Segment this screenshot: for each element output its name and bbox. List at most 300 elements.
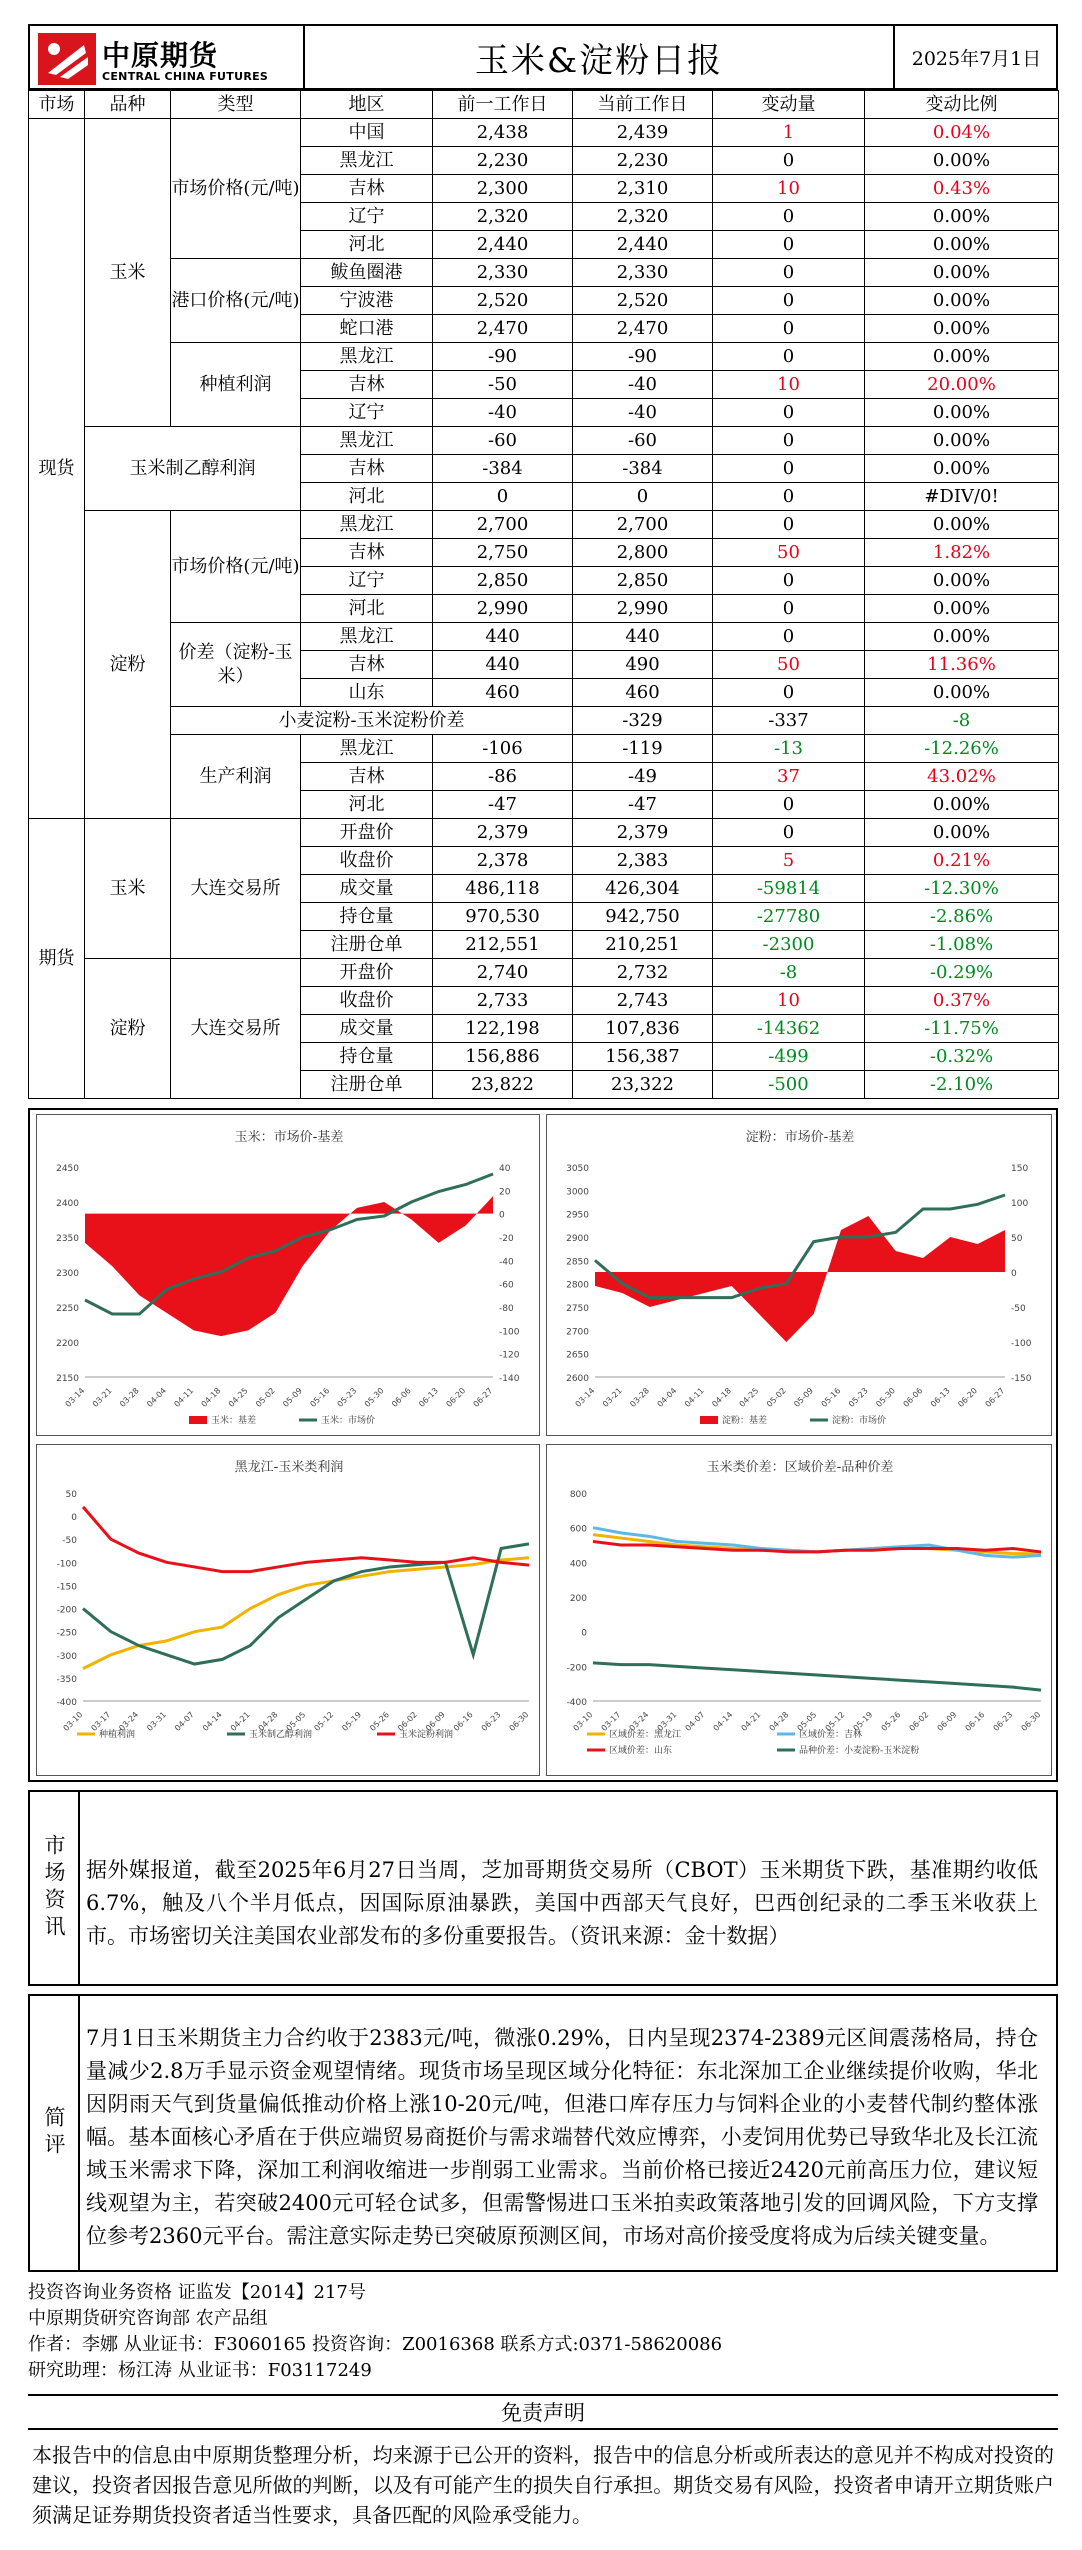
pct-cell: 0.00% bbox=[865, 567, 1059, 595]
pct-cell: 0.00% bbox=[865, 287, 1059, 315]
legend-label: 区域价差：吉林 bbox=[799, 1730, 863, 1740]
region-cell: 收盘价 bbox=[301, 847, 433, 875]
chg-cell: 0 bbox=[713, 483, 865, 511]
prev-cell: 2,850 bbox=[433, 567, 573, 595]
chg-cell: 10 bbox=[713, 371, 865, 399]
x-tick-label: 04-07 bbox=[173, 1710, 196, 1733]
region-cell: 黑龙江 bbox=[301, 511, 433, 539]
curr-cell: 2,732 bbox=[573, 959, 713, 987]
group-cell: 淀粉 bbox=[85, 959, 171, 1099]
y-tick-label: 800 bbox=[569, 1490, 587, 1500]
prev-cell: -106 bbox=[433, 735, 573, 763]
right-tick-label: 50 bbox=[1011, 1234, 1023, 1244]
region-cell: 黑龙江 bbox=[301, 427, 433, 455]
chg-cell: 0 bbox=[713, 343, 865, 371]
pct-cell: -1.08% bbox=[865, 931, 1059, 959]
x-tick-label: 06-16 bbox=[963, 1710, 987, 1733]
pct-cell: 0.00% bbox=[865, 511, 1059, 539]
prev-cell: -329 bbox=[573, 707, 713, 735]
right-tick-label: -80 bbox=[499, 1304, 514, 1314]
region-cell: 黑龙江 bbox=[301, 147, 433, 175]
charts-area bbox=[28, 1108, 1058, 1782]
column-header: 地区 bbox=[301, 91, 433, 119]
x-tick-label: 03-17 bbox=[599, 1710, 623, 1733]
x-tick-label: 06-06 bbox=[390, 1386, 413, 1409]
basis-area bbox=[85, 1196, 493, 1336]
prev-cell: 2,300 bbox=[433, 175, 573, 203]
chg-cell: 50 bbox=[713, 651, 865, 679]
pct-cell: 0.00% bbox=[865, 595, 1059, 623]
logo-chinese-text: 中原期货 bbox=[102, 39, 219, 72]
region-cell: 河北 bbox=[301, 595, 433, 623]
disclaimer-text: 本报告中的信息由中原期货整理分析，均来源于已公开的资料，报告中的信息分析或所表达的意见并不构成对投资的建议，投资者因报告意见所做的判断，以及有可能产生的损失自行承担。期货交易有风险，投资者申请开立期货账户须满足证券期货投资者适当性要求，具备匹配的风险承受能力。 bbox=[32, 2443, 1054, 2527]
curr-cell: 23,322 bbox=[573, 1071, 713, 1099]
right-tick-label: 40 bbox=[499, 1164, 511, 1174]
chg-cell: 0 bbox=[713, 679, 865, 707]
x-tick-label: 04-18 bbox=[199, 1386, 223, 1409]
prev-cell: -50 bbox=[433, 371, 573, 399]
commentary-text: 7月1日玉米期货主力合约收于2383元/吨，微涨0.29%，日内呈现2374-2389元区间震荡格局，持仓量减少2.8万手显示资金观望情绪。现货市场呈现区域分化特征：东北深加工企业继续提价收购，华北因阴雨天气到货量偏低推动价格上涨10-20元/吨，但港口库存压力与饲料企业的小麦替代制约整体涨幅。基本面核心矛盾在于供应端贸易商挺价与需求端替代效应博弈，小麦饲用优势已导致华北及长江流域玉米需求下降，深加工利润收缩进一步削弱工业需求。当前价格已接近2420元前高压力位，建议短线观望为主，若突破2400元可轻仓试多，但需警惕进口玉米拍卖政策落地引发的回调风险，下方支撑位参考2360元平台。需注意实际走势已突破原预测区间，市场对高价接受度将成为后续关键变量。 bbox=[86, 2026, 1038, 2248]
region-cell: 开盘价 bbox=[301, 959, 433, 987]
region-cell: 辽宁 bbox=[301, 567, 433, 595]
y-tick-label: -250 bbox=[56, 1628, 77, 1639]
left-tick-label: 2700 bbox=[566, 1327, 589, 1338]
x-tick-label: 03-17 bbox=[89, 1710, 113, 1733]
chg-cell: -499 bbox=[713, 1043, 865, 1071]
left-tick-label: 2600 bbox=[566, 1374, 589, 1384]
x-tick-label: 04-25 bbox=[737, 1386, 761, 1409]
x-tick-label: 04-25 bbox=[226, 1386, 250, 1409]
prev-cell: -90 bbox=[433, 343, 573, 371]
heilongjiang-profit-chart bbox=[36, 1444, 540, 1776]
region-cell: 辽宁 bbox=[301, 203, 433, 231]
curr-cell: 2,320 bbox=[573, 203, 713, 231]
corn-basis-chart bbox=[36, 1114, 540, 1436]
pct-cell: 0.21% bbox=[865, 847, 1059, 875]
y-tick-label: -400 bbox=[566, 1698, 587, 1708]
chg-cell: -27780 bbox=[713, 903, 865, 931]
prev-cell: -40 bbox=[433, 399, 573, 427]
curr-cell: 2,850 bbox=[573, 567, 713, 595]
y-tick-label: 600 bbox=[569, 1524, 587, 1535]
corn-spread-chart-svg bbox=[547, 1445, 1053, 1777]
column-header: 前一工作日 bbox=[433, 91, 573, 119]
x-tick-label: 05-12 bbox=[312, 1710, 336, 1733]
right-tick-label: -100 bbox=[1011, 1339, 1032, 1349]
pct-cell: -2.10% bbox=[865, 1071, 1059, 1099]
chg-cell: 10 bbox=[713, 987, 865, 1015]
prev-cell: 23,822 bbox=[433, 1071, 573, 1099]
curr-cell: -49 bbox=[573, 763, 713, 791]
chg-cell: 0 bbox=[713, 567, 865, 595]
region-cell: 注册仓单 bbox=[301, 931, 433, 959]
x-tick-label: 03-28 bbox=[628, 1386, 652, 1409]
x-tick-label: 03-10 bbox=[571, 1710, 595, 1733]
curr-cell: -90 bbox=[573, 343, 713, 371]
x-tick-label: 04-21 bbox=[228, 1710, 252, 1733]
legend-label: 玉米制乙醇利润 bbox=[249, 1730, 313, 1740]
prev-cell: 212,551 bbox=[433, 931, 573, 959]
y-tick-label: 50 bbox=[65, 1490, 77, 1500]
chg-cell: -13 bbox=[713, 735, 865, 763]
legend-swatch-basis bbox=[189, 1416, 207, 1424]
x-tick-label: 04-04 bbox=[145, 1386, 169, 1409]
curr-cell: 490 bbox=[573, 651, 713, 679]
region-cell: 宁波港 bbox=[301, 287, 433, 315]
x-tick-label: 06-16 bbox=[451, 1710, 475, 1733]
group-cell: 玉米 bbox=[85, 819, 171, 959]
table-row bbox=[29, 819, 1059, 847]
y-tick-label: -50 bbox=[62, 1536, 77, 1547]
chg-cell: 50 bbox=[713, 539, 865, 567]
left-tick-label: 2450 bbox=[56, 1164, 79, 1174]
curr-cell: 460 bbox=[573, 679, 713, 707]
curr-cell: 2,520 bbox=[573, 287, 713, 315]
x-tick-label: 06-23 bbox=[991, 1710, 1015, 1733]
corn-basis-chart-svg bbox=[37, 1115, 541, 1437]
prev-cell: 2,740 bbox=[433, 959, 573, 987]
x-tick-label: 06-27 bbox=[471, 1386, 495, 1409]
series-line bbox=[83, 1507, 529, 1572]
left-tick-label: 2150 bbox=[56, 1374, 79, 1384]
curr-cell: -40 bbox=[573, 371, 713, 399]
chg-cell: 10 bbox=[713, 175, 865, 203]
region-cell: 收盘价 bbox=[301, 987, 433, 1015]
y-tick-label: -200 bbox=[56, 1605, 77, 1616]
x-tick-label: 06-02 bbox=[396, 1710, 419, 1733]
corn-spread-chart bbox=[546, 1444, 1052, 1776]
left-tick-label: 2850 bbox=[566, 1257, 589, 1268]
x-tick-label: 05-09 bbox=[281, 1386, 305, 1409]
table-row bbox=[29, 959, 1059, 987]
region-cell: 吉林 bbox=[301, 763, 433, 791]
chart-title: 玉米类价差：区域价差-品种价差 bbox=[706, 1460, 894, 1475]
right-tick-label: -60 bbox=[499, 1280, 514, 1291]
market-info-text: 据外媒报道，截至2025年6月27日当周，芝加哥期货交易所（CBOT）玉米期货下跌，基准期约收低6.7%，触及八个半月低点，因国际原油暴跌，美国中西部天气良好，巴西创纪录的二季玉米收获上市。市场密切关注美国农业部发布的多份重要报告。（资讯来源：金十数据） bbox=[86, 1858, 1038, 1948]
left-tick-label: 2650 bbox=[566, 1350, 589, 1361]
x-tick-label: 04-04 bbox=[655, 1386, 679, 1409]
x-tick-label: 06-23 bbox=[479, 1710, 503, 1733]
pct-cell: -0.32% bbox=[865, 1043, 1059, 1071]
pct-cell: -0.29% bbox=[865, 959, 1059, 987]
pct-cell: 43.02% bbox=[865, 763, 1059, 791]
market-info-section bbox=[28, 1790, 1058, 1986]
legend-label: 种植利润 bbox=[99, 1730, 136, 1740]
right-tick-label: -150 bbox=[1011, 1374, 1032, 1384]
region-cell: 中国 bbox=[301, 119, 433, 147]
x-tick-label: 04-28 bbox=[767, 1710, 791, 1733]
curr-cell: 426,304 bbox=[573, 875, 713, 903]
y-tick-label: -150 bbox=[56, 1582, 77, 1593]
prev-cell: 2,700 bbox=[433, 511, 573, 539]
x-tick-label: 05-26 bbox=[879, 1710, 903, 1733]
series-line bbox=[593, 1663, 1041, 1690]
column-header: 变动比例 bbox=[865, 91, 1059, 119]
chg-cell: -59814 bbox=[713, 875, 865, 903]
group-cell: 生产利润 bbox=[171, 735, 301, 819]
pct-cell: 0.00% bbox=[865, 455, 1059, 483]
prev-cell: 2,990 bbox=[433, 595, 573, 623]
report-date: 2025年7月1日 bbox=[911, 47, 1042, 70]
author-line: 作者：李娜 从业证书：F3060165 投资咨询：Z0016368 联系方式:0371-58620086 bbox=[28, 2334, 723, 2355]
chg-cell: 0 bbox=[713, 147, 865, 175]
prev-cell: 2,733 bbox=[433, 987, 573, 1015]
pct-cell: 0.00% bbox=[865, 623, 1059, 651]
y-tick-label: -400 bbox=[56, 1698, 77, 1708]
chart-title: 玉米：市场价-基差 bbox=[234, 1130, 344, 1145]
curr-cell: -119 bbox=[573, 735, 713, 763]
prev-cell: -47 bbox=[433, 791, 573, 819]
curr-cell: 2,379 bbox=[573, 819, 713, 847]
group-cell: 市场价格(元/吨) bbox=[171, 511, 301, 623]
region-cell: 成交量 bbox=[301, 875, 433, 903]
prev-cell: 970,530 bbox=[433, 903, 573, 931]
curr-cell: 2,439 bbox=[573, 119, 713, 147]
region-cell: 成交量 bbox=[301, 1015, 433, 1043]
table-row bbox=[29, 735, 1059, 763]
pct-cell: 0.00% bbox=[865, 399, 1059, 427]
x-tick-label: 05-12 bbox=[823, 1710, 847, 1733]
group-cell: 价差（淀粉-玉米） bbox=[171, 623, 301, 707]
group-cell: 现货 bbox=[29, 119, 85, 819]
left-tick-label: 3050 bbox=[566, 1164, 589, 1174]
x-tick-label: 03-14 bbox=[573, 1386, 597, 1409]
column-header: 市场 bbox=[29, 91, 85, 119]
chg-cell: -8 bbox=[713, 959, 865, 987]
left-tick-label: 2950 bbox=[566, 1210, 589, 1221]
left-tick-label: 2350 bbox=[56, 1234, 79, 1244]
pct-cell: 0.00% bbox=[865, 231, 1059, 259]
prev-cell: 2,378 bbox=[433, 847, 573, 875]
assistant-line: 研究助理：杨江涛 从业证书：F03117249 bbox=[28, 2360, 372, 2381]
region-cell: 吉林 bbox=[301, 651, 433, 679]
prev-cell: 440 bbox=[433, 623, 573, 651]
curr-cell: -40 bbox=[573, 399, 713, 427]
x-tick-label: 05-30 bbox=[362, 1386, 386, 1409]
starch-basis-chart-svg bbox=[547, 1115, 1053, 1437]
y-tick-label: -300 bbox=[56, 1651, 77, 1662]
pct-cell: 0.37% bbox=[865, 987, 1059, 1015]
column-header: 品种 bbox=[85, 91, 171, 119]
chg-cell: 5 bbox=[713, 847, 865, 875]
legend-label-price: 玉米：市场价 bbox=[321, 1416, 376, 1426]
x-tick-label: 04-11 bbox=[172, 1386, 196, 1409]
department-line: 中原期货研究咨询部 农产品组 bbox=[28, 2308, 268, 2329]
chg-cell: 0 bbox=[713, 287, 865, 315]
x-tick-label: 04-14 bbox=[711, 1710, 735, 1733]
group-cell: 市场价格(元/吨) bbox=[171, 119, 301, 259]
x-tick-label: 03-10 bbox=[61, 1710, 85, 1733]
table-header-row bbox=[29, 91, 1059, 119]
prev-cell: 2,330 bbox=[433, 259, 573, 287]
x-tick-label: 06-09 bbox=[423, 1710, 447, 1733]
y-tick-label: -100 bbox=[56, 1559, 77, 1570]
curr-cell: 107,836 bbox=[573, 1015, 713, 1043]
heilongjiang-profit-chart-svg bbox=[37, 1445, 541, 1777]
prev-cell: 2,438 bbox=[433, 119, 573, 147]
pct-cell: -2.86% bbox=[865, 903, 1059, 931]
legend-label: 玉米淀粉利润 bbox=[399, 1730, 454, 1740]
legend-label-price: 淀粉：市场价 bbox=[832, 1416, 887, 1426]
x-tick-label: 04-28 bbox=[256, 1710, 280, 1733]
chg-cell: -14362 bbox=[713, 1015, 865, 1043]
prev-cell: 2,440 bbox=[433, 231, 573, 259]
column-header: 当前工作日 bbox=[573, 91, 713, 119]
table-row bbox=[29, 259, 1059, 287]
prev-cell: 2,750 bbox=[433, 539, 573, 567]
x-tick-label: 05-02 bbox=[254, 1386, 277, 1409]
table-body bbox=[29, 119, 1059, 1099]
region-cell: 吉林 bbox=[301, 539, 433, 567]
column-header: 变动量 bbox=[713, 91, 865, 119]
chg-cell: 0 bbox=[713, 427, 865, 455]
x-tick-label: 05-19 bbox=[851, 1710, 875, 1733]
legend-label: 区域价差：黑龙江 bbox=[609, 1730, 682, 1740]
pct-cell: 0.04% bbox=[865, 119, 1059, 147]
right-tick-label: -40 bbox=[499, 1257, 514, 1268]
y-tick-label: -350 bbox=[56, 1674, 77, 1685]
legend-label-basis: 玉米：基差 bbox=[211, 1416, 257, 1426]
prev-cell: 0 bbox=[433, 483, 573, 511]
chg-cell: 0 bbox=[713, 511, 865, 539]
left-tick-label: 2250 bbox=[56, 1304, 79, 1314]
x-tick-label: 05-16 bbox=[819, 1386, 843, 1409]
x-tick-label: 03-31 bbox=[145, 1710, 169, 1733]
pct-cell: 0.43% bbox=[865, 175, 1059, 203]
region-cell: 吉林 bbox=[301, 175, 433, 203]
x-tick-label: 05-16 bbox=[308, 1386, 332, 1409]
logo-english-text: CENTRAL CHINA FUTURES bbox=[102, 70, 269, 83]
x-tick-label: 06-13 bbox=[417, 1386, 441, 1409]
region-cell: 黑龙江 bbox=[301, 735, 433, 763]
group-cell: 大连交易所 bbox=[171, 959, 301, 1099]
chg-cell: 0 bbox=[713, 595, 865, 623]
right-tick-label: 0 bbox=[499, 1210, 505, 1221]
group-cell: 种植利润 bbox=[171, 343, 301, 427]
x-tick-label: 05-19 bbox=[340, 1710, 364, 1733]
chg-cell: 1 bbox=[713, 119, 865, 147]
left-tick-label: 2800 bbox=[566, 1280, 589, 1291]
x-tick-label: 06-09 bbox=[935, 1710, 959, 1733]
x-tick-label: 03-21 bbox=[600, 1386, 624, 1409]
x-tick-label: 03-31 bbox=[655, 1710, 679, 1733]
x-tick-label: 04-21 bbox=[739, 1710, 763, 1733]
prev-cell: 122,198 bbox=[433, 1015, 573, 1043]
curr-cell: 2,310 bbox=[573, 175, 713, 203]
prev-cell: 156,886 bbox=[433, 1043, 573, 1071]
logo-area bbox=[30, 26, 305, 88]
x-tick-label: 05-09 bbox=[792, 1386, 816, 1409]
pct-cell: 0.00% bbox=[865, 259, 1059, 287]
company-logo-icon bbox=[38, 33, 96, 85]
group-cell: 玉米 bbox=[85, 119, 171, 427]
curr-cell: 2,330 bbox=[573, 259, 713, 287]
chg-cell: -8 bbox=[865, 707, 1059, 735]
right-tick-label: -100 bbox=[499, 1327, 520, 1338]
chg-cell: -2300 bbox=[713, 931, 865, 959]
left-tick-label: 2300 bbox=[56, 1269, 79, 1279]
right-tick-label: -140 bbox=[499, 1374, 520, 1384]
report-header bbox=[28, 24, 1058, 90]
table-row bbox=[29, 343, 1059, 371]
curr-cell: -337 bbox=[713, 707, 865, 735]
pct-cell: 0.00% bbox=[865, 819, 1059, 847]
x-tick-label: 04-07 bbox=[683, 1710, 707, 1733]
chg-cell: 0 bbox=[713, 259, 865, 287]
right-tick-label: -50 bbox=[1011, 1304, 1026, 1314]
pct-cell: 1.82% bbox=[865, 539, 1059, 567]
curr-cell: 2,743 bbox=[573, 987, 713, 1015]
chg-cell: 0 bbox=[713, 623, 865, 651]
qualification-line: 投资咨询业务资格 证监发【2014】217号 bbox=[28, 2282, 366, 2303]
table-row bbox=[29, 511, 1059, 539]
x-tick-label: 04-14 bbox=[200, 1710, 224, 1733]
curr-cell: 2,700 bbox=[573, 511, 713, 539]
group-cell: 小麦淀粉-玉米淀粉价差 bbox=[171, 707, 573, 735]
chg-cell: 0 bbox=[713, 819, 865, 847]
x-tick-label: 03-24 bbox=[117, 1710, 141, 1733]
y-tick-label: 200 bbox=[569, 1594, 587, 1604]
chg-cell: 0 bbox=[713, 315, 865, 343]
prev-cell: 2,230 bbox=[433, 147, 573, 175]
commentary-label: 简评 bbox=[30, 1996, 80, 2270]
region-cell: 辽宁 bbox=[301, 399, 433, 427]
prev-cell: 460 bbox=[433, 679, 573, 707]
x-tick-label: 03-24 bbox=[627, 1710, 651, 1733]
pct-cell: 0.00% bbox=[865, 679, 1059, 707]
curr-cell: 942,750 bbox=[573, 903, 713, 931]
table-row bbox=[29, 623, 1059, 651]
chart-title: 黑龙江-玉米类利润 bbox=[234, 1460, 344, 1475]
region-cell: 河北 bbox=[301, 791, 433, 819]
column-header: 类型 bbox=[171, 91, 301, 119]
chg-cell: 0 bbox=[713, 231, 865, 259]
region-cell: 山东 bbox=[301, 679, 433, 707]
region-cell: 河北 bbox=[301, 231, 433, 259]
curr-cell: 440 bbox=[573, 623, 713, 651]
chg-cell: 0 bbox=[713, 399, 865, 427]
x-tick-label: 06-27 bbox=[983, 1386, 1007, 1409]
region-cell: 吉林 bbox=[301, 371, 433, 399]
pct-cell: 0.00% bbox=[865, 203, 1059, 231]
prev-cell: 486,118 bbox=[433, 875, 573, 903]
curr-cell: -60 bbox=[573, 427, 713, 455]
region-cell: 黑龙江 bbox=[301, 343, 433, 371]
legend-label-basis: 淀粉：基差 bbox=[722, 1416, 768, 1426]
x-tick-label: 06-02 bbox=[907, 1710, 931, 1733]
region-cell: 持仓量 bbox=[301, 903, 433, 931]
table-row bbox=[29, 119, 1059, 147]
x-tick-label: 04-18 bbox=[710, 1386, 734, 1409]
curr-cell: 0 bbox=[573, 483, 713, 511]
region-cell: 蛇口港 bbox=[301, 315, 433, 343]
pct-cell: -12.30% bbox=[865, 875, 1059, 903]
region-cell: 吉林 bbox=[301, 455, 433, 483]
report-title: 玉米&淀粉日报 bbox=[305, 26, 895, 88]
commentary-section bbox=[28, 1994, 1058, 2272]
right-tick-label: -120 bbox=[499, 1350, 520, 1361]
x-tick-label: 03-21 bbox=[90, 1386, 114, 1409]
x-tick-label: 06-20 bbox=[444, 1386, 468, 1409]
region-cell: 黑龙江 bbox=[301, 623, 433, 651]
pct-cell: -11.75% bbox=[865, 1015, 1059, 1043]
curr-cell: -47 bbox=[573, 791, 713, 819]
left-tick-label: 2400 bbox=[56, 1199, 79, 1209]
x-tick-label: 03-28 bbox=[118, 1386, 141, 1409]
x-tick-label: 05-26 bbox=[368, 1710, 392, 1733]
group-cell: 港口价格(元/吨) bbox=[171, 259, 301, 343]
chg-cell: 37 bbox=[713, 763, 865, 791]
